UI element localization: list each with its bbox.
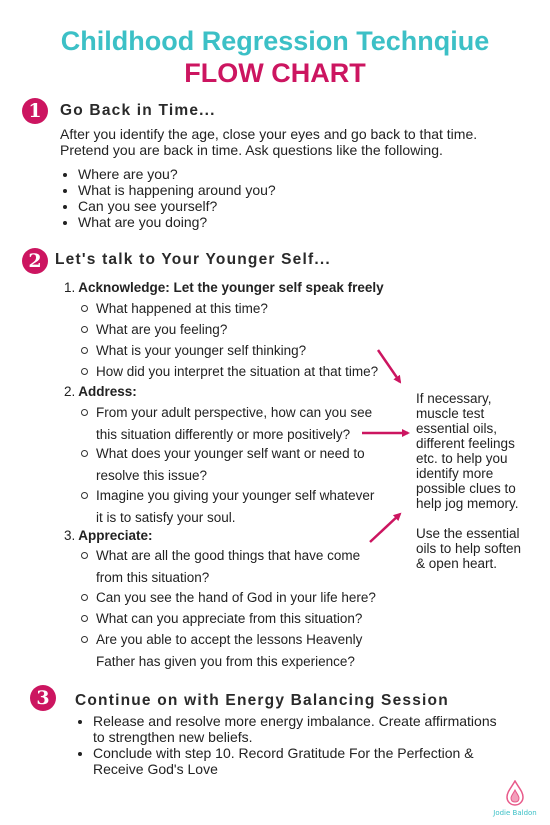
sub-item-line: Father has given you from this experience?	[96, 653, 355, 669]
sub-item	[96, 587, 376, 609]
sub-item-line: Can you see the hand of God in your life here?	[96, 590, 376, 605]
arrow-down-right-icon	[378, 350, 400, 382]
sub-item-line: From your adult perspective, how can you see	[96, 405, 373, 420]
sub-item	[96, 545, 360, 588]
step-1-heading: Go Back in Time...	[60, 102, 216, 119]
circle-bullet-icon	[81, 368, 88, 375]
sub-item-line: resolve this issue?	[96, 467, 208, 483]
circle-bullet-icon	[81, 450, 88, 457]
step-3-heading: Continue on with Energy Balancing Session	[75, 692, 449, 709]
sub-item-line: from this situation?	[96, 569, 210, 585]
step-1-paragraph-line-1: After you identify the age, close your eyes and go back to that time.	[60, 126, 478, 142]
list-item: • Can you see yourself?	[78, 198, 276, 214]
sub-item-line: it is to satisfy your soul.	[96, 509, 236, 525]
item-number: 3.	[64, 528, 76, 543]
circle-bullet-icon	[81, 305, 88, 312]
list-item	[93, 745, 497, 777]
list-item-line: to strengthen new beliefs.	[93, 729, 253, 745]
side-note-line: & open heart.	[416, 556, 498, 571]
logo-text: Jodie Baldon	[493, 809, 537, 817]
circle-bullet-icon	[81, 552, 88, 559]
circle-bullet-icon	[81, 409, 88, 416]
list-item: • What are you doing?	[78, 214, 276, 230]
sub-item	[96, 485, 374, 528]
step-2-item-appreciate	[64, 528, 153, 543]
circle-bullet-icon	[81, 492, 88, 499]
sub-item-line: What are all the good things that have come	[96, 548, 361, 563]
circle-bullet-icon	[81, 594, 88, 601]
list-item	[93, 713, 497, 745]
sub-item-text: How did you interpret the situation at that time?	[96, 364, 379, 379]
sub-item	[96, 402, 372, 445]
list-item: • What is happening around you?	[78, 182, 276, 198]
side-note-line: identify more	[416, 466, 494, 481]
side-note-line: If necessary,	[416, 391, 492, 406]
sub-item-text: What happened at this time?	[96, 301, 268, 316]
step-1-paragraph-line-2: Pretend you are back in time. Ask questions like the following.	[60, 142, 443, 158]
item-label: Appreciate:	[78, 528, 153, 543]
item-label: Acknowledge: Let the younger self speak freely	[78, 280, 384, 295]
step-2-item-address	[64, 384, 137, 399]
side-note-line: etc. to help you	[416, 451, 508, 466]
item-label: Address:	[78, 384, 137, 399]
sub-item	[96, 608, 362, 630]
list-item-line: • Conclude with step 10. Record Gratitude For the Perfection &	[93, 745, 474, 761]
circle-bullet-icon	[81, 615, 88, 622]
step-1-paragraph	[60, 126, 477, 158]
side-note-line: essential oils,	[416, 421, 498, 436]
sub-item-line: Are you able to accept the lessons Heavenly	[96, 632, 363, 647]
side-note-line: Use the essential	[416, 526, 520, 541]
step-3-number-badge: 3	[30, 685, 56, 711]
arrow-up-right-icon	[370, 514, 400, 542]
sub-item-line: What can you appreciate from this situation?	[96, 611, 363, 626]
side-note-line: possible clues to	[416, 481, 516, 496]
sub-item	[96, 319, 227, 341]
sub-item-text: What is your younger self thinking?	[96, 343, 307, 358]
sub-item	[96, 443, 365, 486]
page-subtitle: FLOW CHART	[184, 58, 366, 88]
side-note-line: muscle test	[416, 406, 485, 421]
page-title: Childhood Regression Technqiue	[60, 26, 490, 56]
item-number: 1.	[64, 280, 76, 295]
side-note	[416, 391, 521, 571]
sub-item	[96, 340, 306, 362]
brand-logo	[492, 780, 538, 817]
step-2-item-acknowledge	[64, 280, 384, 295]
sub-item	[96, 629, 362, 672]
sub-item	[96, 298, 268, 320]
side-note-line: oils to help soften	[416, 541, 522, 556]
circle-bullet-icon	[81, 347, 88, 354]
list-item: • Where are you?	[78, 166, 276, 182]
sub-item-line: this situation differently or more positively?	[96, 426, 351, 442]
sub-item	[96, 361, 378, 383]
circle-bullet-icon	[81, 636, 88, 643]
step-1-question-list	[62, 166, 276, 230]
sub-item-text: What are you feeling?	[96, 322, 228, 337]
side-note-line: help jog memory.	[416, 496, 519, 511]
sub-item-line: What does your younger self want or need to	[96, 446, 365, 461]
step-2-number-badge: 2	[22, 248, 48, 274]
list-item-line: • Release and resolve more energy imbalance. Create affirmations	[93, 713, 497, 729]
list-item-line: Receive God's Love	[93, 761, 218, 777]
side-note-line: different feelings	[416, 436, 515, 451]
step-2-heading: Let's talk to Your Younger Self...	[55, 251, 331, 268]
flame-drop-icon	[505, 780, 525, 806]
item-number: 2.	[64, 384, 76, 399]
circle-bullet-icon	[81, 326, 88, 333]
step-3-list	[77, 713, 497, 777]
step-1-number-badge: 1	[22, 98, 48, 124]
sub-item-line: Imagine you giving your younger self whatever	[96, 488, 375, 503]
